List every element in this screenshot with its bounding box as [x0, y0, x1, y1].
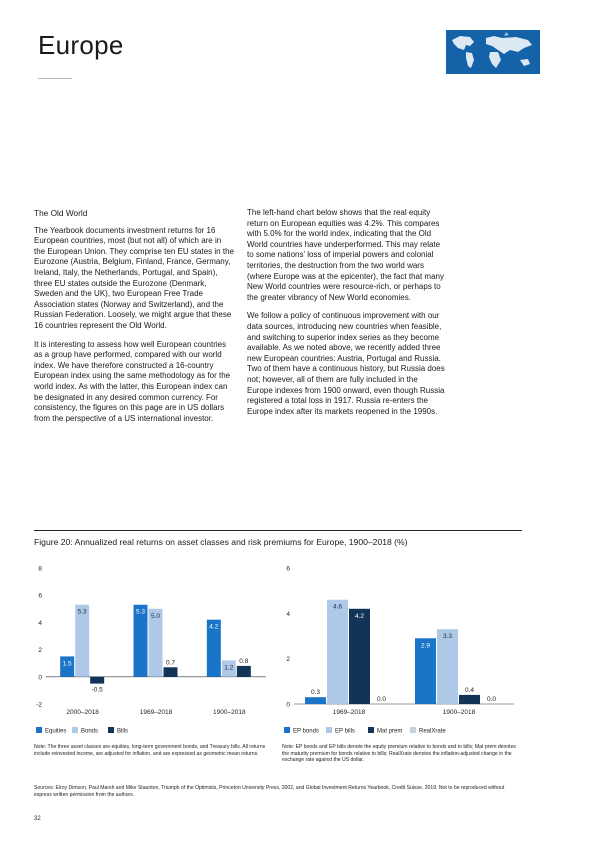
legend-label: EP bonds	[293, 728, 319, 735]
data-label: 2.9	[420, 642, 431, 650]
figure-note-right: Note: EP bonds and EP bills denote the equity premium relative to bonds and to bills; Mat prem denotes the maturity premium for bonds relative to bills; RealXrate denotes the inflation-adjusted change in the exchange rate against the US dollar.	[282, 744, 516, 764]
data-label: 0.0	[486, 696, 497, 703]
data-label: 4.6	[332, 603, 343, 611]
legend-label: Bills	[117, 728, 129, 735]
legend-label: Bonds	[81, 728, 99, 735]
y-tick-label: 6	[38, 592, 42, 600]
x-tick-label: 1969–2018	[139, 709, 173, 716]
data-label: 0.0	[376, 696, 387, 703]
y-tick-label: 2	[286, 656, 290, 664]
bar-mat-prem	[349, 609, 370, 704]
section-heading: The Old World	[34, 208, 88, 218]
page-title: Europe	[38, 30, 124, 60]
data-label: 4.2	[209, 623, 219, 631]
article-column-left	[34, 208, 234, 432]
legend-swatch	[72, 727, 78, 733]
legend-label: Equities	[45, 728, 67, 735]
figure-divider	[34, 530, 522, 531]
legend-label: EP bills	[335, 728, 355, 735]
data-label: 5.3	[77, 608, 87, 616]
title-underline	[38, 78, 72, 79]
bar-bills	[237, 666, 251, 677]
legend-swatch	[368, 727, 374, 733]
figure-title: Figure 20: Annualized real returns on asset classes and risk premiums for Europe, 1900–2018 (%)	[34, 537, 408, 547]
x-tick-label: 1900–2018	[213, 709, 246, 716]
legend-label: Mat prem	[377, 728, 403, 735]
data-label: -0.5	[91, 686, 103, 694]
data-label: 3.3	[442, 633, 453, 641]
paragraph: The left-hand chart below shows that the real equity return on European equities was 4.2%. This compares with 5.0% for the world index, indicating that the Old World countries have underperformed. This may relate to some nations' loss of imperial powers and colonial territories, the destruction from the two world wars (where Europe was at the epicenter), the fact that many New World countries were resource-rich, or perhaps to the greater vibrancy of New World economies.	[247, 208, 444, 302]
paragraph: We follow a policy of continuous improvement with our data sources, introducing new countries when feasible, and switching to superior index series as they become available. As we noted above, we recently added three new European countries: Austria, Portugal and Russia. Two of them have a continuous history, but Russia does not; however, all of them are fully included in the Europe indexes from 1900 onward, even though Russia registered a total loss in 1917. Russia re-enters the Europe index after its markets reopened in the 1990s.	[247, 311, 445, 416]
article-column-right	[247, 208, 445, 425]
y-tick-label: 4	[38, 619, 42, 627]
bar-bills	[90, 677, 104, 684]
data-label: 4.2	[354, 612, 365, 620]
paragraph: It is interesting to assess how well European countries as a group have performed, compared with our world index. We have therefore constructed a 16-country European index using the same methodology as for the world index. As with the latter, this European index can be designated in any desired common currency. For consistency, the figures on this page are in US dollars from the perspective of a US international investor.	[34, 339, 231, 423]
data-label: 5.0	[150, 612, 161, 620]
legend-label: RealXrate	[419, 728, 446, 735]
data-label: 0.3	[310, 689, 321, 697]
figure-note-left: Note: The three asset classes are equities, long-term government bonds, and Treasury bills. All returns include reinvested income, are adjusted for inflation, and are expressed as geometric mean returns.	[34, 744, 266, 757]
legend-swatch	[36, 727, 42, 733]
bar-mat-prem	[459, 695, 480, 704]
legend-swatch	[410, 727, 416, 733]
bar-ep-bills	[327, 600, 348, 704]
y-tick-label: 0	[38, 674, 42, 682]
bar-ep-bills	[437, 629, 458, 704]
data-label: 1.2	[224, 664, 234, 672]
y-tick-label: 0	[286, 701, 290, 709]
x-tick-label: 2000–2018	[66, 709, 99, 716]
y-tick-label: 8	[38, 565, 42, 573]
bar-bills	[164, 667, 178, 677]
y-tick-label: -2	[36, 701, 42, 709]
data-label: 0.8	[239, 657, 249, 665]
data-label: 0.7	[165, 659, 176, 667]
x-tick-label: 1969–2018	[332, 709, 366, 716]
y-tick-label: 2	[38, 647, 42, 655]
y-tick-label: 6	[286, 565, 290, 573]
y-tick-label: 4	[286, 610, 290, 618]
chart-asset-returns	[34, 560, 274, 740]
world-map-icon	[446, 30, 540, 74]
legend-swatch	[108, 727, 114, 733]
data-label: 5.3	[135, 608, 146, 616]
legend-swatch	[284, 727, 290, 733]
data-label: 1.5	[62, 660, 72, 668]
data-label: 0.4	[464, 686, 475, 694]
world-map-graphic	[446, 30, 540, 74]
figure-source: Sources: Elroy Dimson, Paul Marsh and Mike Staunton, Triumph of the Optimists, Princeton University Press, 2002, and Global Investment Returns Yearbook, Credit Suisse, 2019. Not to be reproduced without express written permission from the authors.	[34, 785, 505, 798]
paragraph: The Yearbook documents investment returns for 16 European countries, most (but not all) of which are in the European Union. They comprise ten EU states in the Eurozone (Austria, Belgium, Finland, France, Germany, Ireland, Italy, the Netherlands, Portugal, and Spain), three EU states outside the Eurozone (Denmark, Sweden and the UK), two European Free Trade Association states (Norway and Switzerland), and the Russian Federation. Loosely, we might argue that these 16 countries represent the Old World.	[34, 225, 234, 330]
chart-risk-premiums	[282, 560, 522, 740]
page-number: 32	[34, 816, 41, 822]
x-tick-label: 1900–2018	[442, 709, 476, 716]
legend-swatch	[326, 727, 332, 733]
bar-ep-bonds	[305, 697, 326, 704]
